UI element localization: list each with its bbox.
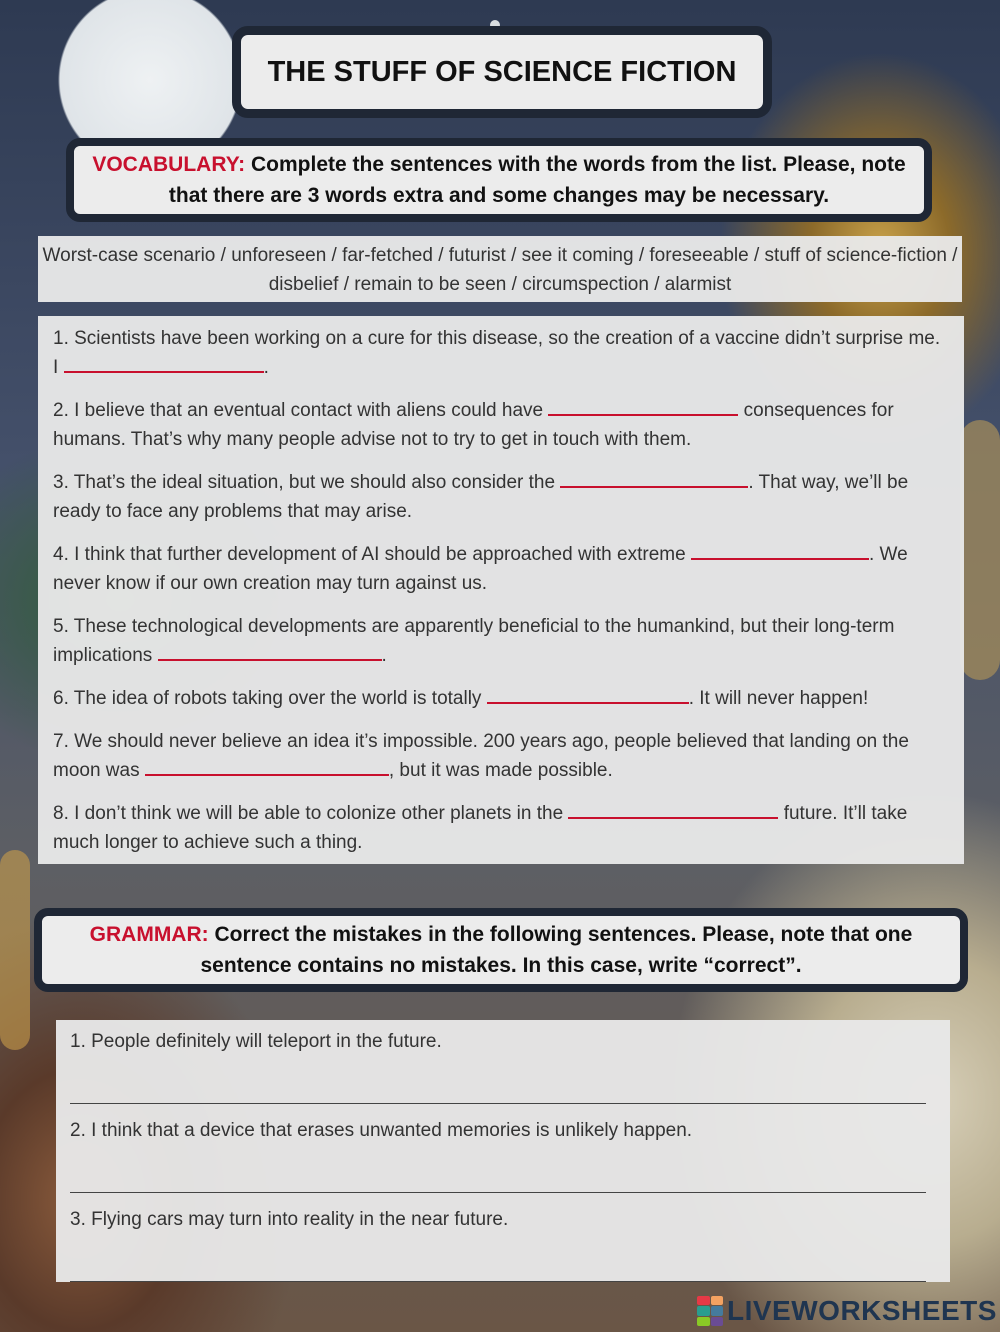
logo-mark-tile bbox=[711, 1317, 724, 1326]
answer-blank-6[interactable] bbox=[487, 684, 689, 704]
logo-mark-icon bbox=[697, 1296, 723, 1326]
sentence-2: 2. I believe that an eventual contact with aliens could have consequences for humans. That’s why many people advise not to try to get in touch with them. bbox=[53, 396, 948, 454]
sentence-5: 5. These technological developments are apparently beneficial to the humankind, but their long-term implications . bbox=[53, 616, 895, 666]
grammar-sentence-3: 3. Flying cars may turn into reality in the near future. bbox=[70, 1209, 509, 1230]
word-list: Worst-case scenario / unforeseen / far-fetched / futurist / see it coming / foreseeable / stuff of science-fiction / disbelief / remain to be seen / circumspection / alarmist bbox=[38, 236, 962, 302]
sentence-6: 6. The idea of robots taking over the world is totally . It will never happen! bbox=[53, 684, 948, 713]
vocabulary-heading bbox=[66, 138, 932, 222]
vocabulary-sentences bbox=[38, 316, 964, 864]
sentence-3: 3. That’s the ideal situation, but we should also consider the . That way, we’ll be ready to face any problems that may arise. bbox=[53, 468, 948, 526]
logo-mark-tile bbox=[697, 1317, 710, 1326]
logo-mark-tile bbox=[697, 1306, 710, 1315]
background-decoration bbox=[0, 850, 30, 1050]
grammar-exercises bbox=[56, 1020, 950, 1282]
sentence-7: 7. We should never believe an idea it’s impossible. 200 years ago, people believed that landing on the moon was , but it was made possible. bbox=[53, 731, 909, 781]
answer-line-2[interactable] bbox=[70, 1175, 926, 1193]
vocabulary-instruction: Complete the sentences with the words from the list. Please, note that there are 3 words extra and some changes may be necessary. bbox=[168, 153, 906, 207]
vocabulary-label: VOCABULARY: bbox=[92, 153, 246, 176]
grammar-sentence-1: 1. People definitely will teleport in the future. bbox=[70, 1031, 442, 1052]
sentence-1: 1. Scientists have been working on a cure for this disease, so the creation of a vaccine didn’t surprise me. I . bbox=[53, 328, 941, 378]
logo-mark-tile bbox=[697, 1296, 710, 1305]
answer-blank-4[interactable] bbox=[691, 540, 869, 560]
answer-blank-8[interactable] bbox=[568, 799, 778, 819]
answer-line-1[interactable] bbox=[70, 1086, 926, 1104]
sentence-8: 8. I don’t think we will be able to colonize other planets in the future. It’ll take much longer to achieve such a thing. bbox=[53, 799, 948, 857]
grammar-instruction: Correct the mistakes in the following sentences. Please, note that one sentence contains no mistakes. In this case, write “correct”. bbox=[200, 923, 913, 977]
answer-blank-2[interactable] bbox=[548, 396, 738, 416]
answer-blank-3[interactable] bbox=[560, 468, 748, 488]
page-title: THE STUFF OF SCIENCE FICTION bbox=[232, 26, 772, 118]
answer-blank-7[interactable] bbox=[145, 756, 389, 776]
answer-blank-1[interactable] bbox=[64, 353, 264, 373]
logo-mark-tile bbox=[711, 1296, 724, 1305]
liveworksheets-logo bbox=[697, 1292, 997, 1330]
logo-mark-tile bbox=[711, 1306, 724, 1315]
grammar-label: GRAMMAR: bbox=[89, 923, 209, 946]
answer-blank-5[interactable] bbox=[158, 641, 382, 661]
grammar-heading bbox=[34, 908, 968, 992]
background-decoration bbox=[960, 420, 1000, 680]
sentence-4: 4. I think that further development of AI should be approached with extreme . We never know if our own creation may turn against us. bbox=[53, 540, 948, 598]
answer-line-3[interactable] bbox=[70, 1264, 926, 1282]
grammar-sentence-2: 2. I think that a device that erases unwanted memories is unlikely happen. bbox=[70, 1120, 693, 1141]
logo-text: LIVEWORKSHEETS bbox=[727, 1295, 997, 1326]
